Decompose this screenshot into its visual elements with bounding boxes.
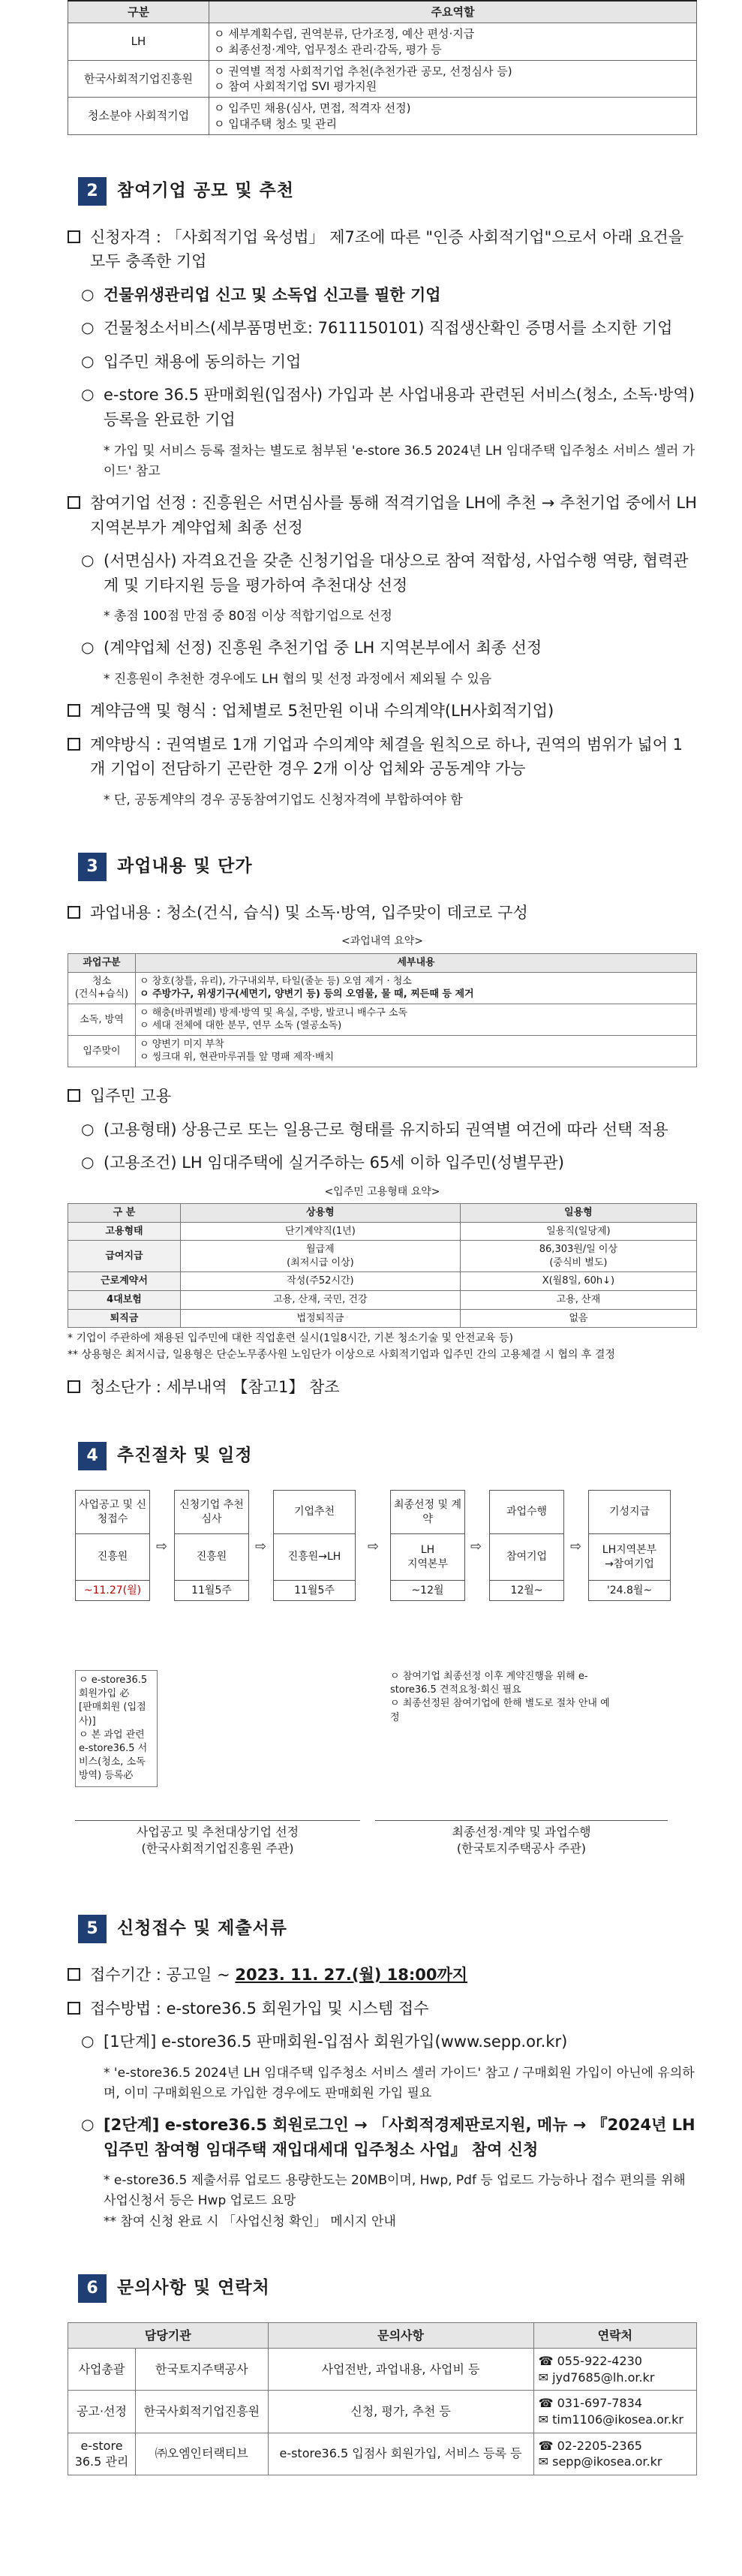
circle-bullet-icon: ○	[81, 351, 95, 370]
flow-step-date: 11월5주	[294, 1584, 335, 1597]
note: * e-store36.5 제출서류 업로드 용량한도는 20MB이며, Hwp, Pdf 등 업로드 가능하나 접수 편의를 위해 사업신청서 등은 Hwp 업로드 요망	[104, 2173, 686, 2209]
circle-bullet-icon: ○	[81, 385, 95, 404]
bullet-item	[68, 491, 697, 540]
circle-bullet-icon: ○	[81, 551, 95, 570]
section-title: 신청접수 및 제출서류	[117, 1918, 287, 1939]
section-number: 3	[78, 853, 107, 881]
flow-step-owner: 진흥원	[76, 1534, 149, 1581]
circle-text: [1단계] e-store36.5 판매회원-입점사 회원가입(www.sepp.or.kr)	[104, 2033, 568, 2051]
bullet-text: 신청자격 : 「사회적기업 육성법」 제7조에 따른 "인증 사회적기업"으로서 아래 요건을 모두 충족한 기업	[90, 227, 683, 271]
email-link[interactable]: ✉ sepp@ikosea.or.kr	[538, 2454, 662, 2469]
emp-cell: 고용, 산재, 국민, 건강	[181, 1291, 461, 1310]
square-bullet-icon	[68, 1089, 80, 1102]
section-number: 4	[78, 1442, 107, 1470]
footnote: ** 상용형은 최저시급, 일용형은 단순노무종사원 노임단가 이상으로 사회적기업과 입주민 간의 고용체결 시 협의 후 결정	[68, 1348, 615, 1361]
section-title: 과업내용 및 단가	[117, 856, 253, 877]
flow-step-title: 과업수행	[490, 1491, 563, 1534]
table-row	[68, 1309, 697, 1328]
flow-step-owner: 진흥원→LH	[274, 1534, 355, 1581]
bullet-item	[68, 699, 697, 724]
flow-note-right: ㅇ 참여기업 최종선정 이후 계약진행을 위해 e-store36.5 견적요청·회신 필요 ㅇ 최종선정된 참여기업에 한해 별도로 절차 안내 예정	[390, 1671, 610, 1723]
flow-step-owner: LH 지역본부	[391, 1534, 464, 1581]
task-item: ㅇ 창호(창틀, 유리), 가구내외부, 타일(줄눈 등) 오염 제거 · 청소	[140, 975, 412, 987]
task-items	[136, 972, 697, 1004]
role-duties	[209, 98, 697, 135]
task-category: 청소 (건식+습식)	[68, 972, 136, 1004]
circle-item	[81, 2030, 697, 2054]
task-item: ㅇ 양변기 미지 부착	[140, 1038, 224, 1050]
section-number: 5	[78, 1915, 107, 1943]
circle-bullet-icon: ○	[81, 1153, 95, 1172]
circle-text: (서면심사) 자격요건을 갖춘 신청기업을 대상으로 참여 적합성, 사업수행 역량, 협력관계 및 기타지원 등을 평가하여 추천대상 선정	[104, 552, 689, 594]
contact-topic: 신청, 평가, 추천 등	[268, 2391, 533, 2433]
bullet-text: 계약금액 및 형식 : 업체별로 5천만원 이내 수의계약(LH사회적기업)	[90, 702, 554, 721]
role-table-header: 구분	[68, 1, 209, 23]
note: * 총점 100점 만점 중 80점 이상 적합기업으로 선정	[104, 609, 392, 624]
square-bullet-icon	[68, 738, 80, 751]
emp-cell: 86,303원/일 이상 (중식비 별도)	[460, 1241, 696, 1272]
emp-cell: X(월8일, 60h↓)	[460, 1272, 696, 1291]
flow-step-date: ~12월	[411, 1584, 444, 1597]
circle-bullet-icon: ○	[81, 1119, 95, 1138]
section-3-header	[78, 853, 697, 881]
square-bullet-icon	[68, 906, 80, 919]
note: * 진흥원이 추천한 경우에도 LH 협의 및 선정 과정에서 제외될 수 있음	[104, 671, 492, 687]
flow-footer-right: 최종선정·계약 및 과업수행 (한국토지주택공사 주관)	[375, 1820, 668, 1858]
table-row	[68, 972, 697, 1004]
emp-cell: 작성(주52시간)	[181, 1272, 461, 1291]
contact-header: 담당기관	[68, 2322, 269, 2349]
table-caption: <입주민 고용형태 요약>	[324, 1185, 440, 1198]
square-bullet-icon	[68, 230, 80, 243]
footnotes	[68, 1331, 697, 1363]
role-org: 청소분야 사회적기업	[68, 98, 209, 135]
bullet-item	[68, 225, 697, 274]
flow-step-title: 기업추천	[274, 1491, 355, 1534]
circle-bullet-icon: ○	[81, 638, 95, 657]
role-org: 한국사회적기업진흥원	[68, 60, 209, 98]
bullet-item	[68, 1963, 697, 1988]
emp-cell: 없음	[460, 1309, 696, 1328]
note: ** 참여 신청 완료 시 「사업신청 확인」 메시지 안내	[104, 2213, 396, 2229]
contact-org: 한국사회적기업진흥원	[136, 2391, 269, 2433]
role-duties	[209, 23, 697, 61]
table-row	[68, 1272, 697, 1291]
bullet-text: 청소단가 : 세부내역 【참고1】 참조	[90, 1378, 340, 1397]
contact-role: 공고·선정	[68, 2391, 136, 2433]
task-item: ㅇ 주방가구, 위생기구(세면기, 양변기 등) 등의 오염물, 물 때, 찌든때 등 제거	[140, 989, 474, 1001]
flow-step-title: 기성지급	[589, 1491, 670, 1534]
employment-table	[68, 1203, 697, 1328]
square-bullet-icon	[68, 704, 80, 717]
table-row	[68, 2349, 697, 2391]
emp-cell: 고용, 산재	[460, 1291, 696, 1310]
bullet-text: 계약방식 : 권역별로 1개 기업과 수의계약 체결을 원칙으로 하나, 권역의 범위가 넓어 1개 기업이 전담하기 곤란한 경우 2개 이상 업체와 공동계약 가능	[90, 735, 683, 778]
circle-bullet-icon: ○	[81, 284, 95, 303]
phone-number[interactable]: ☎ 02-2205-2365	[538, 2438, 642, 2453]
contact-header: 문의사항	[268, 2322, 533, 2349]
circle-text: [2단계] e-store36.5 회원로그인 → 「사회적경제판로지원, 메뉴 → 『2024년 LH 입주민 참여형 임대주택 재입대세대 입주청소 사업』 참여 신청	[104, 2116, 695, 2159]
flow-step-owner: 참여기업	[490, 1534, 563, 1581]
table-row	[68, 2391, 697, 2433]
role-duty: ㅇ 세부계획수립, 권역분류, 단가조정, 예산 편성·지급	[214, 27, 475, 41]
task-item: ㅇ 씽크대 위, 현관마루귀틀 앞 명패 제작·배치	[140, 1052, 335, 1064]
emp-header: 상용형	[181, 1204, 461, 1223]
flow-step-owner: 진흥원	[175, 1534, 248, 1581]
circle-item	[81, 383, 697, 432]
bullet-item	[68, 1997, 697, 2021]
square-bullet-icon	[68, 496, 80, 509]
table-row	[68, 23, 697, 61]
table-row	[68, 1222, 697, 1241]
circle-item	[81, 283, 697, 308]
section-title: 문의사항 및 연락처	[117, 2277, 270, 2298]
bullet-item	[68, 1084, 697, 1109]
flow-footer	[75, 1820, 697, 1873]
phone-number[interactable]: ☎ 031-697-7834	[538, 2396, 642, 2411]
emp-cell: 법정퇴직금	[181, 1309, 461, 1328]
circle-item	[81, 549, 697, 597]
circle-text: 건물청소서비스(세부품명번호: 7611150101) 직접생산확인 증명서를 소지한 기업	[104, 319, 673, 338]
circle-item	[81, 1151, 697, 1175]
role-table	[68, 0, 697, 135]
table-row	[68, 1004, 697, 1035]
role-table-header: 주요역할	[209, 1, 697, 23]
task-items	[136, 1004, 697, 1035]
emp-cell: 고용형태	[68, 1222, 181, 1241]
table-row	[68, 1035, 697, 1067]
note: * 'e-store36.5 2024년 LH 임대주택 입주청소 서비스 셀러 가이드' 참고 / 구매회원 가입이 아닌에 유의하며, 이미 구매회원으로 가입한 경우에도 판매회원 가입 필요	[104, 2065, 695, 2101]
flow-step	[588, 1490, 671, 1601]
arrow-right-icon: ⇨	[156, 1539, 168, 1555]
flow-step	[489, 1490, 564, 1601]
circle-text: 건물위생관리업 신고 및 소독업 신고를 필한 기업	[104, 285, 441, 304]
flow-step-title: 최종선정 및 계약	[391, 1491, 464, 1534]
contact-table	[68, 2322, 697, 2475]
flow-step	[174, 1490, 249, 1601]
section-number: 2	[78, 177, 107, 206]
flow-step	[273, 1490, 356, 1601]
role-duty: ㅇ 입대주택 청소 및 관리	[214, 116, 337, 131]
square-bullet-icon	[68, 1380, 80, 1393]
emp-cell: 단기계약직(1년)	[181, 1222, 461, 1241]
contact-role: e-store 36.5 관리	[68, 2433, 136, 2475]
task-category: 소독, 방역	[68, 1004, 136, 1035]
flow-step-date: 11월5주	[191, 1584, 232, 1597]
email-link[interactable]: ✉ tim1106@ikosea.or.kr	[538, 2412, 683, 2427]
deadline-date: 2023. 11. 27.(월) 18:00까지	[235, 1966, 468, 1985]
task-table-header: 세부내용	[136, 954, 697, 973]
emp-cell: 퇴직금	[68, 1309, 181, 1328]
section-number: 6	[78, 2274, 107, 2303]
emp-header: 일용형	[460, 1204, 696, 1223]
square-bullet-icon	[68, 1968, 80, 1981]
bullet-item	[68, 901, 697, 925]
contact-topic: 사업전반, 과업내용, 사업비 등	[268, 2349, 533, 2391]
table-row	[68, 1241, 697, 1272]
bullet-text: 참여기업 선정 : 진흥원은 서면심사를 통해 적격기업을 LH에 추천 → 추천기업 중에서 LH 지역본부가 계약업체 최종 선정	[90, 493, 697, 537]
circle-text: (고용조건) LH 임대주택에 실거주하는 65세 이하 입주민(성별무관)	[104, 1154, 564, 1172]
bullet-text: 과업내용 : 청소(건식, 습식) 및 소독·방역, 입주맞이 데코로 구성	[90, 903, 528, 922]
note: * 단, 공동계약의 경우 공동참여기업도 신청자격에 부합하여야 함	[104, 792, 463, 808]
contact-info	[533, 2391, 696, 2433]
circle-item	[81, 316, 697, 341]
flow-step-owner: LH지역본부 →참여기업	[589, 1534, 670, 1581]
emp-cell: 일용직(일당제)	[460, 1222, 696, 1241]
table-row	[68, 60, 697, 98]
flow-footer-left: 사업공고 및 추천대상기업 선정 (한국사회적기업진흥원 주관)	[75, 1820, 360, 1858]
emp-header: 구 분	[68, 1204, 181, 1223]
circle-item	[81, 1118, 697, 1142]
task-item: ㅇ 세대 전체에 대한 분무, 연무 소독 (열공소독)	[140, 1020, 342, 1032]
contact-org: ㈜오엠인터랙티브	[136, 2433, 269, 2475]
table-row	[68, 2433, 697, 2475]
circle-bullet-icon: ○	[81, 318, 95, 337]
role-org: LH	[68, 23, 209, 61]
flow-step	[75, 1490, 150, 1601]
arrow-right-icon: ⇨	[368, 1539, 380, 1555]
task-items	[136, 1035, 697, 1067]
section-5-header	[78, 1915, 697, 1943]
circle-text: 입주민 채용에 동의하는 기업	[104, 352, 302, 371]
note: * 가입 및 서비스 등록 절차는 별도로 첨부된 'e-store 36.5 2024년 LH 임대주택 입주청소 서비스 셀러 가이드' 참고	[104, 443, 695, 479]
emp-cell: 급여지급	[68, 1241, 181, 1272]
circle-item	[81, 636, 697, 661]
role-duty: ㅇ 입주민 채용(심사, 면접, 적격자 선정)	[214, 101, 411, 116]
section-2-header	[78, 177, 697, 206]
role-duty: ㅇ 참여 사회적기업 SVI 평가지원	[214, 80, 377, 93]
flow-notes	[75, 1670, 697, 1820]
task-category: 입주맞이	[68, 1035, 136, 1067]
bullet-text: 접수기간 : 공고일 ~	[90, 1966, 236, 1985]
flow-note-left: ㅇ e-store36.5 회원가입 必 [판매회원 (입점사)] ㅇ 본 과업 관련 e-store36.5 서비스(청소, 소독방역) 등록必	[75, 1670, 158, 1787]
role-duties	[209, 60, 697, 98]
bullet-text: 접수방법 : e-store36.5 회원가입 및 시스템 접수	[90, 1999, 429, 2018]
circle-bullet-icon: ○	[81, 2115, 95, 2134]
square-bullet-icon	[68, 2002, 80, 2015]
flow-step-title: 신청기업 추천심사	[175, 1491, 248, 1534]
flow-step	[390, 1490, 465, 1601]
flow-step-date: 12월~	[510, 1584, 543, 1597]
circle-text: e-store 36.5 판매회원(입점사) 가입과 본 사업내용과 관련된 서비스(청소, 소독·방역) 등록을 완료한 기업	[104, 386, 695, 429]
circle-item	[81, 350, 697, 375]
task-table	[68, 953, 697, 1067]
circle-text: (고용형태) 상용근로 또는 일용근로 형태를 유지하되 권역별 여건에 따라 선택 적용	[104, 1120, 668, 1139]
contact-info	[533, 2349, 696, 2391]
table-row	[68, 98, 697, 135]
contact-org: 한국토지주택공사	[136, 2349, 269, 2391]
bullet-text: 입주민 고용	[90, 1086, 172, 1105]
section-title: 추진절차 및 일정	[117, 1446, 253, 1466]
arrow-right-icon: ⇨	[470, 1539, 482, 1555]
process-flow	[75, 1490, 697, 1670]
arrow-right-icon: ⇨	[255, 1539, 267, 1555]
bullet-item	[68, 1375, 697, 1400]
emp-cell: 근로계약서	[68, 1272, 181, 1291]
email-link[interactable]: ✉ jyd7685@lh.or.kr	[538, 2370, 655, 2385]
flow-step-title: 사업공고 및 신청접수	[76, 1491, 149, 1534]
flow-step-date: ~11.27(월)	[83, 1584, 142, 1597]
contact-info	[533, 2433, 696, 2475]
section-4-header	[78, 1442, 697, 1470]
section-6-header	[78, 2274, 697, 2303]
task-table-header: 과업구분	[68, 954, 136, 973]
emp-cell: 월급제 (최저시급 이상)	[181, 1241, 461, 1272]
emp-cell: 4대보험	[68, 1291, 181, 1310]
section-title: 참여기업 공모 및 추천	[117, 180, 294, 200]
circle-item	[81, 2113, 697, 2162]
contact-topic: e-store36.5 입점사 회원가입, 서비스 등록 등	[268, 2433, 533, 2475]
role-duty: ㅇ 최종선정·계약, 업무정소 관리·감독, 평가 등	[214, 42, 442, 56]
role-duty: ㅇ 권역별 적정 사회적기업 추천(추천가관 공모, 선정심사 등)	[214, 64, 512, 78]
circle-text: (계약업체 선정) 진흥원 추천기업 중 LH 지역본부에서 최종 선정	[104, 639, 542, 658]
contact-header: 연락처	[533, 2322, 696, 2349]
bullet-item	[68, 733, 697, 781]
phone-number[interactable]: ☎ 055-922-4230	[538, 2354, 642, 2369]
task-item: ㅇ 해충(바퀴벌레) 방제·방역 및 욕실, 주방, 발코니 배수구 소독	[140, 1007, 407, 1019]
table-row	[68, 1291, 697, 1310]
footnote: * 기업이 주관하에 채용된 입주민에 대한 직업훈련 실시(1일8시간, 기본 청소기술 및 안전교육 등)	[68, 1332, 513, 1345]
table-caption: <과업내역 요약>	[341, 935, 424, 948]
flow-step-date: '24.8월~	[606, 1584, 653, 1597]
arrow-right-icon: ⇨	[570, 1539, 582, 1555]
contact-role: 사업총괄	[68, 2349, 136, 2391]
circle-bullet-icon: ○	[81, 2032, 95, 2051]
